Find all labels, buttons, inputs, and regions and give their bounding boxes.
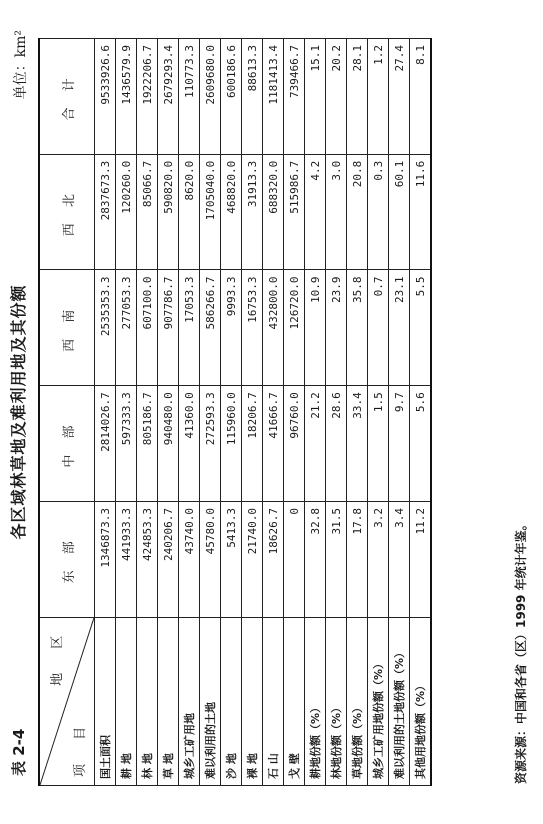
value-cell: 3.0 bbox=[326, 154, 347, 270]
value-cell: 9.7 bbox=[389, 386, 410, 502]
table-row bbox=[305, 39, 326, 786]
row-label: 草地份额（%） bbox=[347, 617, 368, 785]
row-label: 耕地份额（%） bbox=[305, 617, 326, 785]
value-cell: 31913.3 bbox=[242, 154, 263, 270]
value-cell: 17053.3 bbox=[179, 270, 200, 386]
value-cell: 739466.7 bbox=[284, 39, 305, 155]
value-cell: 0.7 bbox=[368, 270, 389, 386]
row-label: 城乡工矿用地份额（%） bbox=[368, 617, 389, 785]
row-label: 林地份额（%） bbox=[326, 617, 347, 785]
value-cell: 18626.7 bbox=[263, 501, 284, 617]
value-cell: 2535353.3 bbox=[95, 270, 116, 386]
value-cell: 85066.7 bbox=[137, 154, 158, 270]
value-cell: 27.4 bbox=[389, 39, 410, 155]
value-cell: 31.5 bbox=[326, 501, 347, 617]
value-cell: 586266.7 bbox=[200, 270, 221, 386]
table-row bbox=[368, 39, 389, 786]
value-cell: 1346873.3 bbox=[95, 501, 116, 617]
value-cell: 126720.0 bbox=[284, 270, 305, 386]
value-cell: 1436579.9 bbox=[116, 39, 137, 155]
table-row bbox=[95, 39, 116, 786]
value-cell: 115960.0 bbox=[221, 386, 242, 502]
col-header: 东 部 bbox=[39, 501, 95, 617]
row-label: 耕 地 bbox=[116, 617, 137, 785]
value-cell: 8.1 bbox=[410, 39, 432, 155]
value-cell: 41360.0 bbox=[179, 386, 200, 502]
value-cell: 9993.3 bbox=[221, 270, 242, 386]
value-cell: 240206.7 bbox=[158, 501, 179, 617]
value-cell: 805186.7 bbox=[137, 386, 158, 502]
row-label: 沙 地 bbox=[221, 617, 242, 785]
value-cell: 515986.7 bbox=[284, 154, 305, 270]
value-cell: 96760.0 bbox=[284, 386, 305, 502]
value-cell: 32.8 bbox=[305, 501, 326, 617]
table-row bbox=[200, 39, 221, 786]
value-cell: 20.2 bbox=[326, 39, 347, 155]
value-cell: 43740.0 bbox=[179, 501, 200, 617]
table-row bbox=[116, 39, 137, 786]
value-cell: 1922206.7 bbox=[137, 39, 158, 155]
value-cell: 3.2 bbox=[368, 501, 389, 617]
row-label: 其他用地份额（%） bbox=[410, 617, 432, 785]
value-cell: 5413.3 bbox=[221, 501, 242, 617]
row-label: 国土面积 bbox=[95, 617, 116, 785]
row-label: 戈 壁 bbox=[284, 617, 305, 785]
value-cell: 11.6 bbox=[410, 154, 432, 270]
table-row bbox=[158, 39, 179, 786]
value-cell: 5.6 bbox=[410, 386, 432, 502]
corner-item-label: 项 目 bbox=[73, 716, 88, 777]
table-row bbox=[389, 39, 410, 786]
row-label: 难以利用的土地 bbox=[200, 617, 221, 785]
table-row bbox=[242, 39, 263, 786]
col-header: 西 北 bbox=[39, 154, 95, 270]
value-cell: 0.3 bbox=[368, 154, 389, 270]
value-cell: 20.8 bbox=[347, 154, 368, 270]
header-row bbox=[39, 39, 95, 786]
value-cell: 23.9 bbox=[326, 270, 347, 386]
value-cell: 21.2 bbox=[305, 386, 326, 502]
value-cell: 11.2 bbox=[410, 501, 432, 617]
value-cell: 2837673.3 bbox=[95, 154, 116, 270]
table-row bbox=[284, 39, 305, 786]
value-cell: 120260.0 bbox=[116, 154, 137, 270]
value-cell: 3.4 bbox=[389, 501, 410, 617]
table-row bbox=[179, 39, 200, 786]
table-row bbox=[221, 39, 242, 786]
table-row bbox=[410, 39, 432, 786]
value-cell: 277053.3 bbox=[116, 270, 137, 386]
value-cell: 1.2 bbox=[368, 39, 389, 155]
value-cell: 0 bbox=[284, 501, 305, 617]
value-cell: 21740.0 bbox=[242, 501, 263, 617]
value-cell: 33.4 bbox=[347, 386, 368, 502]
value-cell: 15.1 bbox=[305, 39, 326, 155]
value-cell: 17.8 bbox=[347, 501, 368, 617]
value-cell: 424853.3 bbox=[137, 501, 158, 617]
value-cell: 45780.0 bbox=[200, 501, 221, 617]
value-cell: 10.9 bbox=[305, 270, 326, 386]
value-cell: 8620.0 bbox=[179, 154, 200, 270]
corner-cell bbox=[39, 617, 95, 785]
value-cell: 16753.3 bbox=[242, 270, 263, 386]
value-cell: 35.8 bbox=[347, 270, 368, 386]
value-cell: 60.1 bbox=[389, 154, 410, 270]
value-cell: 88613.3 bbox=[242, 39, 263, 155]
unit-label: 单位：km² bbox=[13, 30, 29, 100]
col-header: 西 南 bbox=[39, 270, 95, 386]
col-header: 合 计 bbox=[39, 39, 95, 155]
col-header: 中 部 bbox=[39, 386, 95, 502]
value-cell: 23.1 bbox=[389, 270, 410, 386]
value-cell: 18206.7 bbox=[242, 386, 263, 502]
row-label: 林 地 bbox=[137, 617, 158, 785]
table-row bbox=[263, 39, 284, 786]
row-label: 石 山 bbox=[263, 617, 284, 785]
value-cell: 468820.0 bbox=[221, 154, 242, 270]
row-label: 城乡工矿用地 bbox=[179, 617, 200, 785]
value-cell: 907786.7 bbox=[158, 270, 179, 386]
value-cell: 1181413.4 bbox=[263, 39, 284, 155]
value-cell: 28.1 bbox=[347, 39, 368, 155]
row-label: 难以利用的土地份额（%） bbox=[389, 617, 410, 785]
corner-region-label: 地 区 bbox=[50, 625, 65, 686]
value-cell: 940480.0 bbox=[158, 386, 179, 502]
table-title: 各区域林草地及难利用地及其份额 bbox=[9, 284, 28, 540]
value-cell: 441933.3 bbox=[116, 501, 137, 617]
value-cell: 432800.0 bbox=[263, 270, 284, 386]
value-cell: 4.2 bbox=[305, 154, 326, 270]
table-body bbox=[95, 39, 432, 786]
value-cell: 597333.3 bbox=[116, 386, 137, 502]
table-row bbox=[347, 39, 368, 786]
value-cell: 110773.3 bbox=[179, 39, 200, 155]
value-cell: 1.5 bbox=[368, 386, 389, 502]
value-cell: 607100.0 bbox=[137, 270, 158, 386]
data-table bbox=[38, 38, 432, 786]
value-cell: 9533926.6 bbox=[95, 39, 116, 155]
value-cell: 41666.7 bbox=[263, 386, 284, 502]
row-label: 裸 地 bbox=[242, 617, 263, 785]
value-cell: 688320.0 bbox=[263, 154, 284, 270]
value-cell: 5.5 bbox=[410, 270, 432, 386]
value-cell: 600186.6 bbox=[221, 39, 242, 155]
value-cell: 272593.3 bbox=[200, 386, 221, 502]
value-cell: 2814026.7 bbox=[95, 386, 116, 502]
row-label: 草 地 bbox=[158, 617, 179, 785]
table-row bbox=[137, 39, 158, 786]
value-cell: 2679293.4 bbox=[158, 39, 179, 155]
value-cell: 590820.0 bbox=[158, 154, 179, 270]
table-row bbox=[326, 39, 347, 786]
source-note: 资源来源：中国和各省（区）1999 年统计年鉴。 bbox=[514, 518, 528, 784]
value-cell: 1705040.0 bbox=[200, 154, 221, 270]
value-cell: 28.6 bbox=[326, 386, 347, 502]
value-cell: 2609680.0 bbox=[200, 39, 221, 155]
table-number: 表 2-4 bbox=[10, 728, 28, 776]
